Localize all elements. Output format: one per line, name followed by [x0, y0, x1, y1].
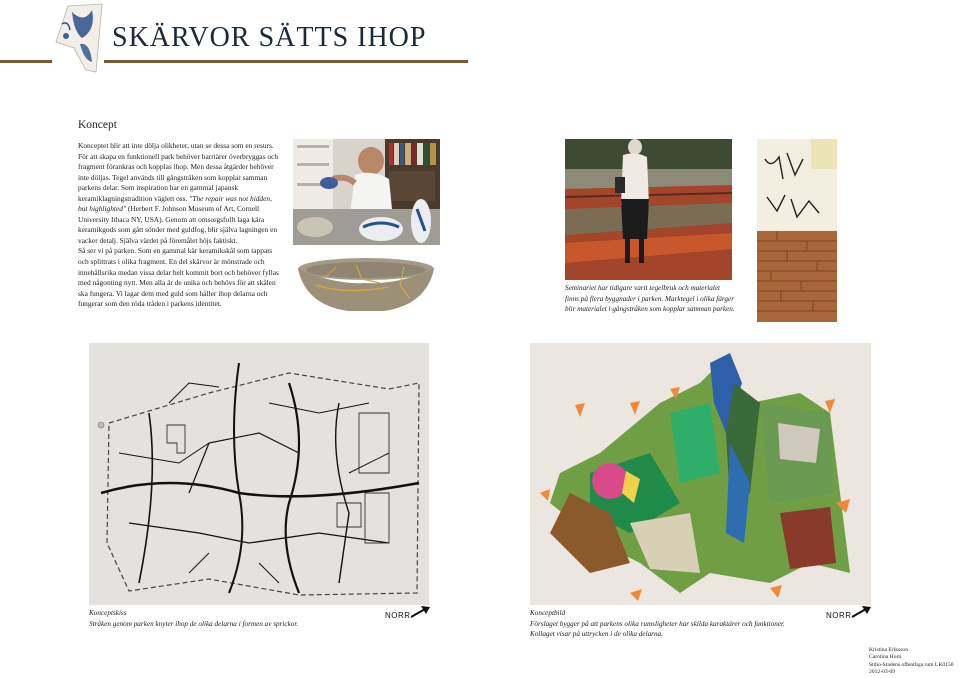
- collage-caption-text-1: Förslaget bygger på att parkens olika rumsligheter har skilda karaktärer och funktioner.: [530, 619, 785, 628]
- credit-author-1: Kristina Eriksson: [869, 647, 908, 653]
- credits: [869, 647, 954, 676]
- collage-caption-title: Konceptbild: [530, 609, 566, 617]
- shard-logo-icon: [52, 2, 106, 76]
- section-heading-koncept: Koncept: [78, 119, 117, 131]
- concept-collage: [530, 343, 871, 605]
- collage-caption: [530, 608, 800, 640]
- credit-course: Stdio-Stadens offentliga rum LK0150: [869, 661, 954, 668]
- header-rule-left: [0, 60, 52, 63]
- north-label-collage: NORR: [826, 611, 852, 620]
- concept-quote: "The repair was not hidden, but highlighted": [78, 193, 272, 214]
- north-arrow-icon: [409, 605, 431, 619]
- page-title: SKÄRVOR SÄTTS IHOP: [112, 22, 427, 53]
- north-arrow-icon: [850, 605, 872, 619]
- concept-body: [78, 141, 283, 310]
- credit-author-2: Carolina Horn: [869, 654, 902, 661]
- photo-brick-wall: [757, 139, 837, 322]
- credit-date: 2012-03-09: [869, 668, 896, 675]
- sketch-caption-text: Stråken genom parken knyter ihop de olika delarna i formen av sprickor.: [89, 619, 299, 628]
- concept-paragraph-2: (Herbert F. Johnson Museum of Art, Cornell University Ithaca NY, USA). Genom att omsorgsfullt laga kära keramikgods som gått sönder med guldfog, blir själva lagningen en vacker detalj. Själva värdet på föremålet höjs faktiskt.: [78, 204, 278, 245]
- north-label-sketch: NORR: [385, 611, 411, 620]
- photo-walking-on-brick: [565, 139, 732, 280]
- photo-pottery-repair: [293, 139, 440, 245]
- concept-sketch: [89, 343, 429, 605]
- concept-paragraph-3: Så ser vi på parken. Som en gammal kär keramikskål som tappats och splittrats i olika fragment. En del skärvor är mönstrade och innehållsrika medan vissa delar helt kommit bort och behöver fyllas med någonting nytt. Men alla är de unika och behövs för att skålen ska fungera. Vi lagar dem med guld som håller ihop delarna och fungerar som den röda tråden i parkens identitet.: [78, 246, 279, 309]
- header-rule: [104, 60, 468, 63]
- collage-caption-text-2: Kollaget visar på uttrycken i de olika delarna.: [530, 630, 663, 638]
- sketch-caption-title: Konceptskiss: [89, 609, 127, 617]
- photo-kintsugi-bowl: [296, 255, 436, 315]
- sketch-caption: [89, 608, 369, 629]
- concept-paragraph-1: Konceptet blir att inte dölja olikheter, utan se dessa som en resurs. För att skapa en funktionell park behöver barriärer överbryggas och fragment förankras och kopplas ihop. Men dessa åtgärder behöver inte döljas. Tegel används till gångstråken som kopplar samman parkens delar. Som inspiration har en gammal japansk keramiklagningstradition väglett oss.: [78, 141, 279, 203]
- seminar-caption: Seminariet har tidigare varit tegelbruk och materialet finns på flera byggnader i parken. Marktegel i olika färger blir materialet i gångstråken som kopplar samman parken.: [565, 284, 735, 313]
